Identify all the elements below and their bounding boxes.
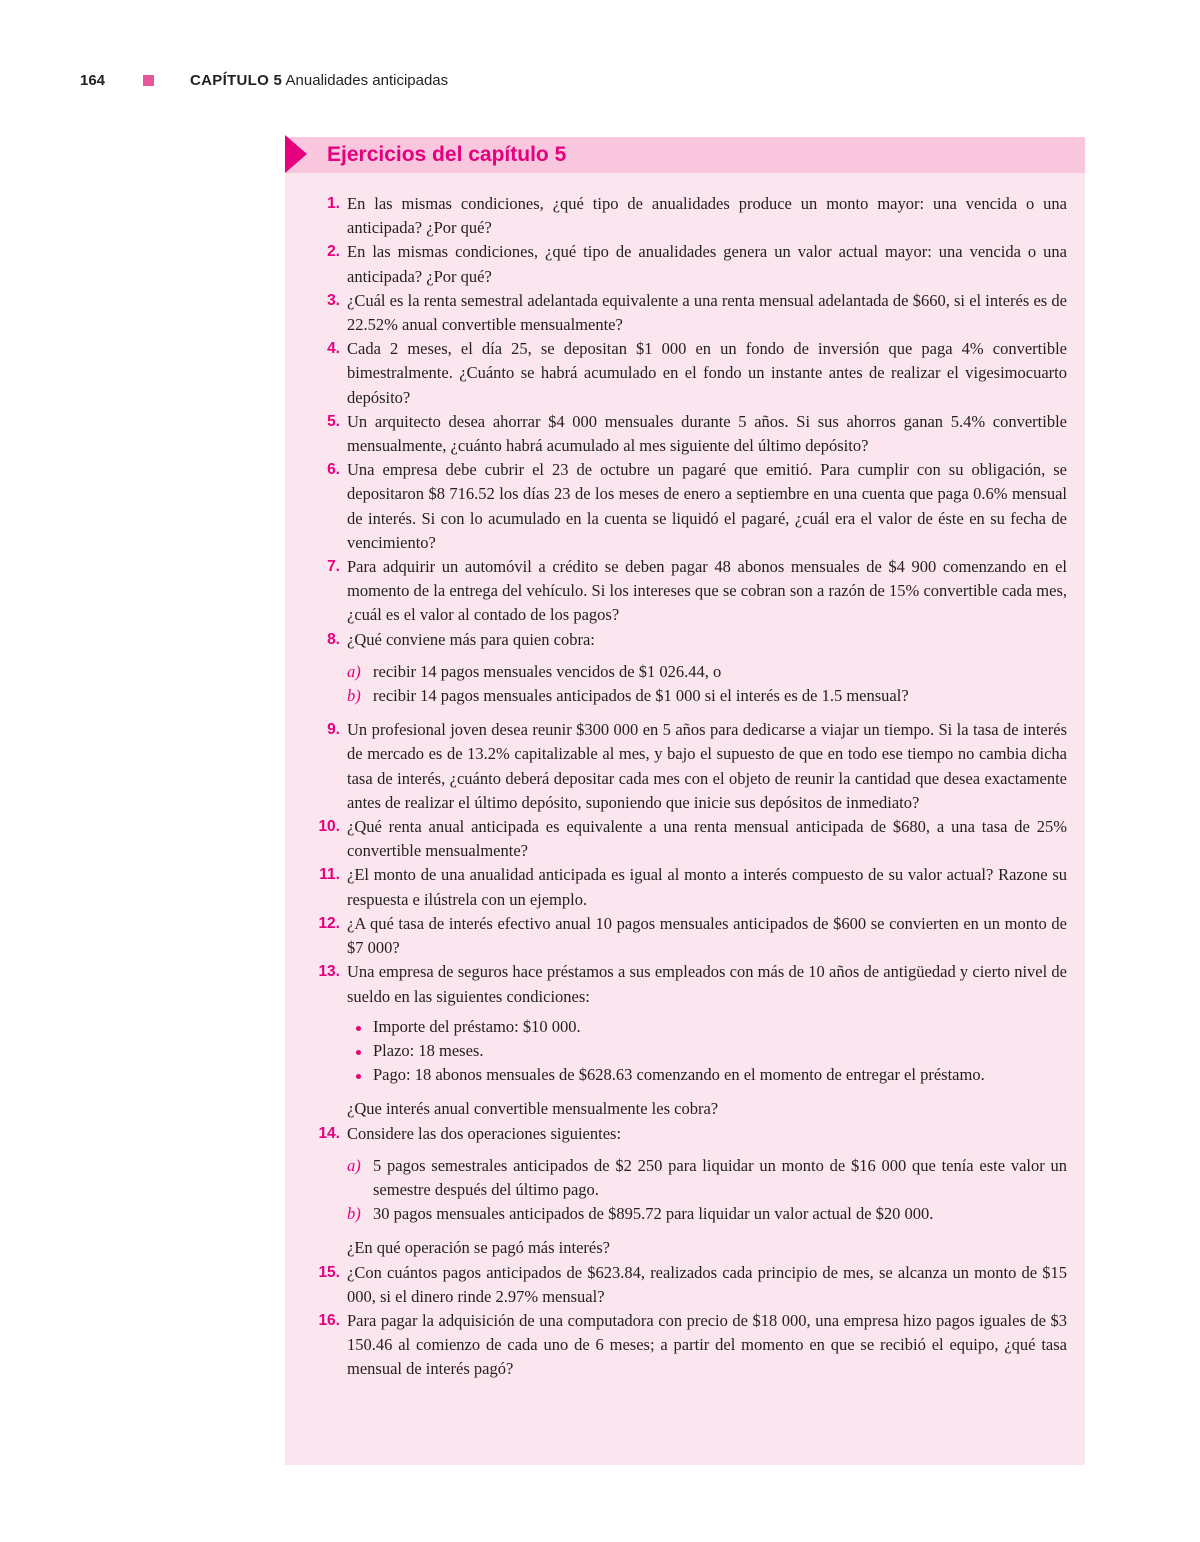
exercise-text: ¿El monto de una anualidad anticipada es igual al monto a interés compuesto de su valor actual? Razone su respuesta e ilústrela con un ejemplo. xyxy=(347,865,1067,909)
exercise-item xyxy=(327,192,1067,240)
subitem-text: recibir 14 pagos mensuales vencidos de $1 026.44, o xyxy=(373,661,722,681)
header-square-icon xyxy=(143,75,154,86)
bullet-dot-icon xyxy=(356,1026,361,1031)
exercise-number: 11. xyxy=(319,866,340,884)
exercise-text: Un arquitecto desea ahorrar $4 000 mensuales durante 5 años. Si sus ahorros ganan 5.4% convertible mensualmente, ¿cuánto habrá acumulado al mes siguiente del último depósito? xyxy=(347,411,1067,456)
exercise-text: ¿Qué renta anual anticipada es equivalente a una renta mensual anticipada de $680, a una tasa de 25% convertible mensualmente? xyxy=(347,817,1067,861)
bullet-item xyxy=(347,1039,1067,1063)
bullet-text: Importe del préstamo: $10 000. xyxy=(373,1016,581,1036)
exercise-text: Considere las dos operaciones siguientes: xyxy=(347,1123,622,1143)
bullet-item xyxy=(347,1063,1067,1087)
subitem xyxy=(347,684,1067,708)
exercise-item xyxy=(327,628,1067,709)
exercise-followup-question: ¿En qué operación se pagó más interés? xyxy=(347,1238,610,1258)
exercise-number: 10. xyxy=(318,818,340,836)
subitem xyxy=(347,1154,1067,1202)
subitem xyxy=(347,1202,1067,1226)
chapter-title: Anualidades anticipadas xyxy=(285,72,449,89)
exercise-text: Una empresa de seguros hace préstamos a sus empleados con más de 10 años de antigüedad y cierto nivel de sueldo en las siguientes condiciones: xyxy=(347,962,1067,1006)
subitem-text: 30 pagos mensuales anticipados de $895.72 para liquidar un valor actual de $20 000. xyxy=(373,1204,934,1224)
exercise-text: Un profesional joven desea reunir $300 000 en 5 años para dedicarse a viajar un tiempo. Si la tasa de interés de mercado es de 13.2% capitalizable al mes, y bajo el supuesto de que en todo ese tiempo no cambia dicha tasa de interés, ¿cuánto deberá depositar cada mes con el objeto de reunir la cantidad que desea exactamente antes de realizar el último depósito, suponiendo que inicie sus depósitos de inmediato? xyxy=(347,720,1067,812)
exercise-text: ¿A qué tasa de interés efectivo anual 10 pagos mensuales anticipados de $600 se convierten en un monto de $7 000? xyxy=(347,913,1067,958)
exercise-item xyxy=(327,718,1067,815)
exercise-item xyxy=(318,815,1067,863)
section-title: Ejercicios del capítulo 5 xyxy=(327,143,567,166)
exercise-number: 5. xyxy=(327,412,340,430)
exercise-number: 16. xyxy=(318,1311,340,1329)
exercise-item xyxy=(318,960,1067,1121)
exercise-text: Para adquirir un automóvil a crédito se deben pagar 48 abonos mensuales de $4 900 comenzando en el momento de la entrega del vehículo. Si los intereses que se cobran son a razón de 15% convertible cada mes, ¿cuál es el valor al contado de los pagos? xyxy=(347,557,1067,625)
exercise-item xyxy=(327,458,1067,555)
exercise-item xyxy=(327,410,1067,458)
exercise-number: 6. xyxy=(327,461,340,479)
exercise-text: Para pagar la adquisición de una computadora con precio de $18 000, una empresa hizo pagos iguales de $3 150.46 al comienzo de cada uno de 6 meses; a partir del momento en que se recibió el equipo, ¿qué tasa mensual de interés pagó? xyxy=(347,1310,1067,1379)
exercise-item xyxy=(318,1309,1067,1382)
bullet-list xyxy=(347,1015,1067,1088)
subitem-text: 5 pagos semestrales anticipados de $2 250 para liquidar un monto de $16 000 que tenía este valor un semestre después del último pago. xyxy=(373,1155,1067,1199)
bullet-text: Pago: 18 abonos mensuales de $628.63 comenzando en el momento de entregar el préstamo. xyxy=(373,1065,985,1085)
exercise-list xyxy=(318,192,1067,1382)
exercise-number: 3. xyxy=(327,291,340,309)
exercise-number: 14. xyxy=(318,1124,340,1142)
subitem-list xyxy=(347,660,1067,708)
exercise-text: ¿Cuál es la renta semestral adelantada equivalente a una renta mensual adelantada de $660, si el interés es de 22.52% anual convertible mensualmente? xyxy=(347,290,1067,335)
exercise-followup-question: ¿Que interés anual convertible mensualmente les cobra? xyxy=(347,1099,719,1119)
exercise-item xyxy=(327,289,1067,337)
subitem-letter: b) xyxy=(347,686,361,706)
exercise-number: 15. xyxy=(318,1263,340,1281)
exercise-text: ¿Qué conviene más para quien cobra: xyxy=(347,629,595,649)
subitem-letter: a) xyxy=(347,1155,361,1175)
exercise-number: 9. xyxy=(327,721,340,739)
exercise-number: 8. xyxy=(327,630,340,648)
exercise-text: Cada 2 meses, el día 25, se depositan $1 000 en un fondo de inversión que paga 4% convertible bimestralmente. ¿Cuánto se habrá acumulado en el fondo un instante antes de realizar el vigesimocuarto depósito? xyxy=(347,339,1067,407)
exercise-item xyxy=(318,912,1067,960)
subitem-letter: b) xyxy=(347,1204,361,1224)
bullet-dot-icon xyxy=(356,1050,361,1055)
page-number: 164 xyxy=(80,72,106,89)
exercise-item xyxy=(327,555,1067,628)
subitem xyxy=(347,660,1067,684)
bullet-text: Plazo: 18 meses. xyxy=(373,1040,484,1060)
section-header xyxy=(285,137,1085,173)
subitem-letter: a) xyxy=(347,661,361,681)
exercise-number: 7. xyxy=(327,558,340,576)
bullet-dot-icon xyxy=(356,1074,361,1079)
subitem-list xyxy=(347,1154,1067,1227)
exercise-number: 1. xyxy=(327,195,340,212)
exercise-text: En las mismas condiciones, ¿qué tipo de anualidades genera un valor actual mayor: una vencida o una anticipada? ¿Por qué? xyxy=(347,242,1067,286)
exercise-item xyxy=(319,863,1067,911)
exercise-text: En las mismas condiciones, ¿qué tipo de anualidades produce un monto mayor: una vencida o una anticipada? ¿Por qué? xyxy=(347,194,1067,238)
exercise-number: 4. xyxy=(327,340,340,358)
chapter-label: CAPÍTULO 5 xyxy=(190,72,283,89)
exercise-number: 2. xyxy=(327,243,340,261)
exercise-item xyxy=(327,337,1067,410)
subitem-text: recibir 14 pagos mensuales anticipados de $1 000 si el interés es de 1.5 mensual? xyxy=(373,686,909,706)
exercise-item xyxy=(318,1122,1067,1261)
exercise-number: 13. xyxy=(318,963,340,981)
chapter-heading xyxy=(190,72,448,89)
exercise-item xyxy=(327,240,1067,288)
exercise-text: Una empresa debe cubrir el 23 de octubre un pagaré que emitió. Para cumplir con su obligación, se depositaron $8 716.52 los días 23 de los meses de enero a septiembre en una cuenta que paga 0.6% mensual de interés. Si con lo acumulado en la cuenta se liquidó el pagaré, ¿cuál era el valor de éste en su fecha de vencimiento? xyxy=(347,460,1067,552)
arrow-marker-icon xyxy=(285,135,307,173)
exercise-number: 12. xyxy=(318,914,340,932)
exercise-text: ¿Con cuántos pagos anticipados de $623.84, realizados cada principio de mes, se alcanza un monto de $15 000, si el dinero rinde 2.97% mensual? xyxy=(347,1262,1067,1306)
bullet-item xyxy=(347,1015,1067,1039)
exercise-item xyxy=(318,1261,1067,1309)
